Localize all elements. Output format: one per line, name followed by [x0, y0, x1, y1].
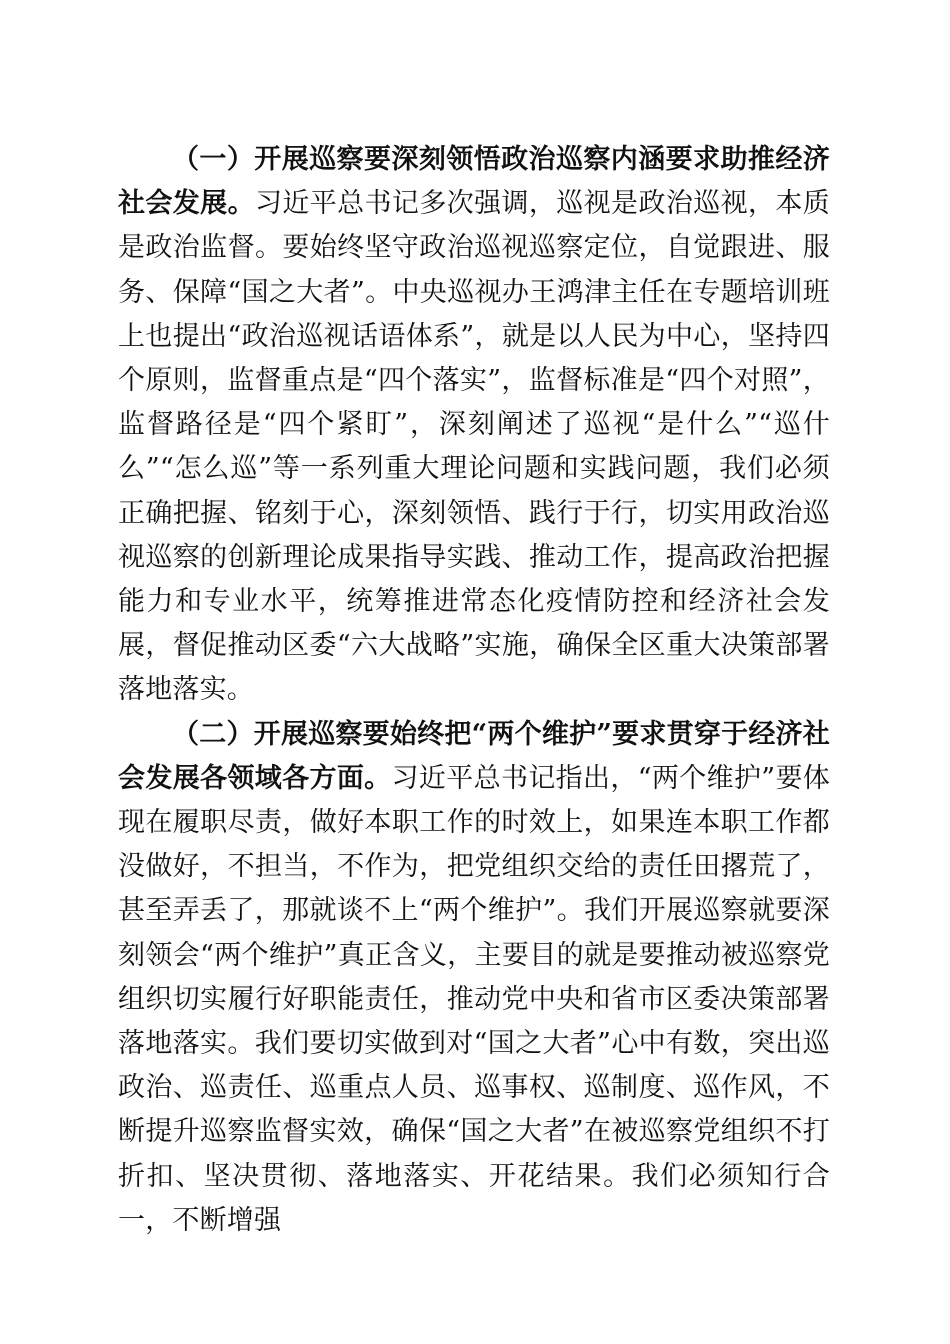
paragraph-1	[118, 138, 830, 713]
paragraph-1-heading: （一）开展巡察要深刻领悟政治巡察内涵要求助推经济社会发展。	[118, 144, 830, 220]
document-body	[118, 138, 830, 1243]
paragraph-1-body: 习近平总书记多次强调，巡视是政治巡视，本质是政治监督。要始终坚守政治巡视巡察定位，自觉跟进、服务、保障“国之大者”。中央巡视办王鸿津主任在专题培训班上也提出“政治巡视话语体系”，就是以人民为中心，坚持四个原则，监督重点是“四个落实”，监督标准是“四个对照”，监督路径是“四个紧盯”，深刻阐述了巡视“是什么”“巡什么”“怎么巡”等一系列重大理论问题和实践问题，我们必须正确把握、铭刻于心，深刻领悟、践行于行，切实用政治巡视巡察的创新理论成果指导实践、推动工作，提高政治把握能力和专业水平，统筹推进常态化疫情防控和经济社会发展，督促推动区委“六大战略”实施，确保全区重大决策部署落地落实。	[118, 188, 831, 706]
paragraph-2-heading: （二）开展巡察要始终把“两个维护”要求贯穿于经济社会发展各领域各方面。	[118, 718, 830, 794]
paragraph-2	[118, 713, 830, 1243]
paragraph-2-body: 习近平总书记指出，“两个维护”要体现在履职尽责，做好本职工作的时效上，如果连本职工作都没做好，不担当，不作为，把党组织交给的责任田撂荒了，甚至弄丢了，那就谈不上“两个维护”。我们开展巡察就要深刻领会“两个维护”真正含义，主要目的就是要推动被巡察党组织切实履行好职能责任，推动党中央和省市区委决策部署落地落实。我们要切实做到对“国之大者”心中有数，突出巡政治、巡责任、巡重点人员、巡事权、巡制度、巡作风，不断提升巡察监督实效，确保“国之大者”在被巡察党组织不打折扣、坚决贯彻、落地落实、开花结果。我们必须知行合一，不断增强	[118, 762, 831, 1236]
